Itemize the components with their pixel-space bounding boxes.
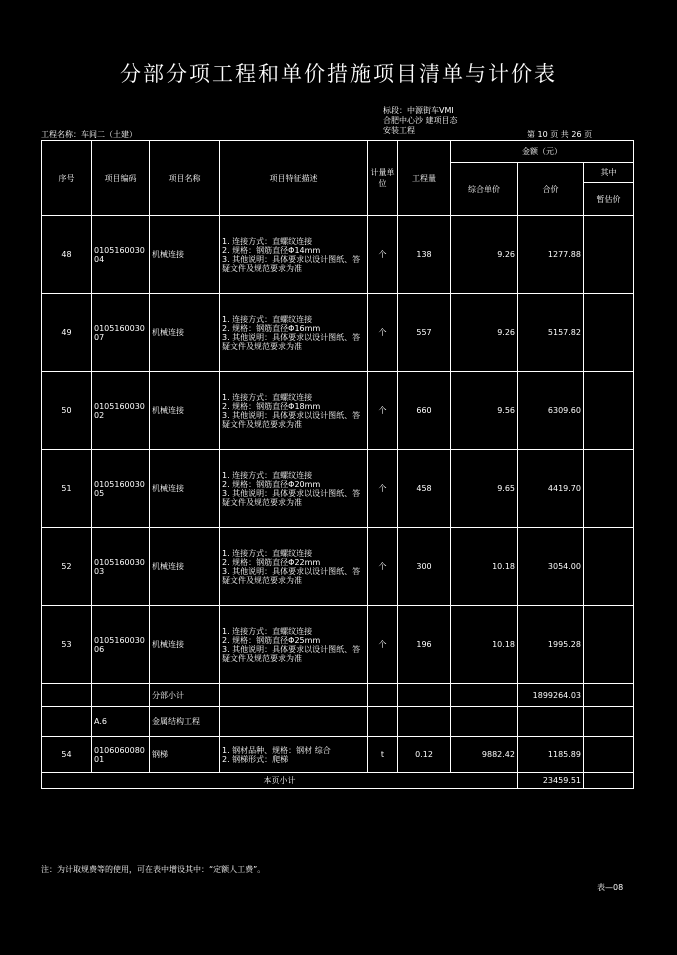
cell-unit: 个 (368, 216, 398, 294)
cell-seq: 54 (42, 737, 92, 773)
cell-unit: 个 (368, 294, 398, 372)
table-row (42, 372, 634, 450)
cell-unit: 个 (368, 372, 398, 450)
cell-seq: 53 (42, 606, 92, 684)
cell-feature: 1. 连接方式：直螺纹连接 2. 规格：钢筋直径Φ18mm 3. 其他说明：具体要求以设计图纸、答疑文件及规范要求为准 (220, 372, 368, 450)
header-feature: 项目特征描述 (220, 141, 368, 216)
cell-unit: 个 (368, 450, 398, 528)
cell-provisional (584, 372, 634, 450)
page-subtotal-total: 23459.51 (518, 773, 584, 789)
table-row (42, 737, 634, 773)
cell-unit: 个 (368, 606, 398, 684)
subtotal-row (42, 684, 634, 707)
cell-qty: 196 (398, 606, 451, 684)
cell-name: 钢梯 (150, 737, 220, 773)
cell-code: 010516003002 (92, 372, 150, 450)
cell-code: 010606008001 (92, 737, 150, 773)
cell-name: 机械连接 (150, 606, 220, 684)
cell-provisional (584, 528, 634, 606)
cell-unit-price: 9.56 (451, 372, 518, 450)
section-row (42, 707, 634, 737)
cell-unit-price: 9.65 (451, 450, 518, 528)
cell-feature: 1. 连接方式：直螺纹连接 2. 规格：钢筋直径Φ14mm 3. 其他说明：具体要求以设计图纸、答疑文件及规范要求为准 (220, 216, 368, 294)
cell-unit-price: 10.18 (451, 606, 518, 684)
cell-qty: 557 (398, 294, 451, 372)
cell-provisional (584, 737, 634, 773)
cell-total: 1185.89 (518, 737, 584, 773)
cell-feature: 1. 连接方式：直螺纹连接 2. 规格：钢筋直径Φ20mm 3. 其他说明：具体要求以设计图纸、答疑文件及规范要求为准 (220, 450, 368, 528)
header-amount: 金额（元） (451, 141, 634, 163)
cell-unit-price: 9.26 (451, 216, 518, 294)
table-row (42, 216, 634, 294)
header-seq: 序号 (42, 141, 92, 216)
cell-seq: 52 (42, 528, 92, 606)
cell-qty: 458 (398, 450, 451, 528)
cell-code: 010516003003 (92, 528, 150, 606)
cell-total: 4419.70 (518, 450, 584, 528)
page-subtotal-row (42, 773, 634, 789)
table-row (42, 528, 634, 606)
header-qty: 工程量 (398, 141, 451, 216)
header-name: 项目名称 (150, 141, 220, 216)
page-info: 第 10 页 共 26 页 (527, 130, 593, 139)
header-total: 合价 (518, 163, 584, 216)
cell-feature: 1. 连接方式：直螺纹连接 2. 规格：钢筋直径Φ22mm 3. 其他说明：具体要求以设计图纸、答疑文件及规范要求为准 (220, 528, 368, 606)
form-code: 表—08 (597, 883, 624, 892)
table-row (42, 450, 634, 528)
cell-seq: 50 (42, 372, 92, 450)
subtotal-label: 分部小计 (150, 684, 220, 707)
cell-code: 010516003004 (92, 216, 150, 294)
cell-total: 6309.60 (518, 372, 584, 450)
cell-seq: 49 (42, 294, 92, 372)
page-subtotal-label: 本页小计 (42, 773, 518, 789)
header-unit-price: 综合单价 (451, 163, 518, 216)
table-row (42, 606, 634, 684)
footnote: 注：为计取规费等的使用，可在表中增设其中：“定额人工费”。 (41, 865, 266, 874)
cell-code: 010516003005 (92, 450, 150, 528)
cell-qty: 660 (398, 372, 451, 450)
page-title: 分部分项工程和单价措施项目清单与计价表 (120, 62, 557, 86)
cell-code: 010516003007 (92, 294, 150, 372)
cell-seq: 51 (42, 450, 92, 528)
cell-total: 1277.88 (518, 216, 584, 294)
cell-code: 010516003006 (92, 606, 150, 684)
section-name: 金属结构工程 (150, 707, 220, 737)
cell-qty: 138 (398, 216, 451, 294)
cell-name: 机械连接 (150, 528, 220, 606)
cell-unit-price: 9.26 (451, 294, 518, 372)
project-line: 合肥中心沙 建项目态 (383, 116, 458, 125)
cell-total: 5157.82 (518, 294, 584, 372)
cell-name: 机械连接 (150, 294, 220, 372)
header-provisional: 暂估价 (584, 183, 634, 216)
cell-feature: 1. 钢材品种、规格：钢材 综合 2. 钢梯形式：爬梯 (220, 737, 368, 773)
cell-provisional (584, 216, 634, 294)
cell-provisional (584, 606, 634, 684)
subtotal-total: 1899264.03 (518, 684, 584, 707)
project-line: 安装工程 (383, 126, 415, 135)
cell-qty: 0.12 (398, 737, 451, 773)
cell-name: 机械连接 (150, 450, 220, 528)
section-code: A.6 (92, 707, 150, 737)
table-row (42, 294, 634, 372)
cell-name: 机械连接 (150, 216, 220, 294)
cell-unit-price: 10.18 (451, 528, 518, 606)
project-line: 标段：中源街车VMI (383, 106, 454, 115)
cell-unit-price: 9882.42 (451, 737, 518, 773)
cell-name: 机械连接 (150, 372, 220, 450)
cell-total: 1995.28 (518, 606, 584, 684)
cell-unit: 个 (368, 528, 398, 606)
cell-feature: 1. 连接方式：直螺纹连接 2. 规格：钢筋直径Φ16mm 3. 其他说明：具体要求以设计图纸、答疑文件及规范要求为准 (220, 294, 368, 372)
cell-qty: 300 (398, 528, 451, 606)
header-among: 其中 (584, 163, 634, 183)
cell-total: 3054.00 (518, 528, 584, 606)
cell-seq: 48 (42, 216, 92, 294)
pricing-table (41, 140, 634, 789)
cell-provisional (584, 450, 634, 528)
header-unit: 计量单位 (368, 141, 398, 216)
cell-provisional (584, 294, 634, 372)
cell-feature: 1. 连接方式：直螺纹连接 2. 规格：钢筋直径Φ25mm 3. 其他说明：具体要求以设计图纸、答疑文件及规范要求为准 (220, 606, 368, 684)
engineering-name: 工程名称：车间二（土建） (41, 130, 137, 139)
project-info (383, 106, 458, 136)
header-row (42, 141, 634, 163)
header-code: 项目编码 (92, 141, 150, 216)
cell-unit: t (368, 737, 398, 773)
